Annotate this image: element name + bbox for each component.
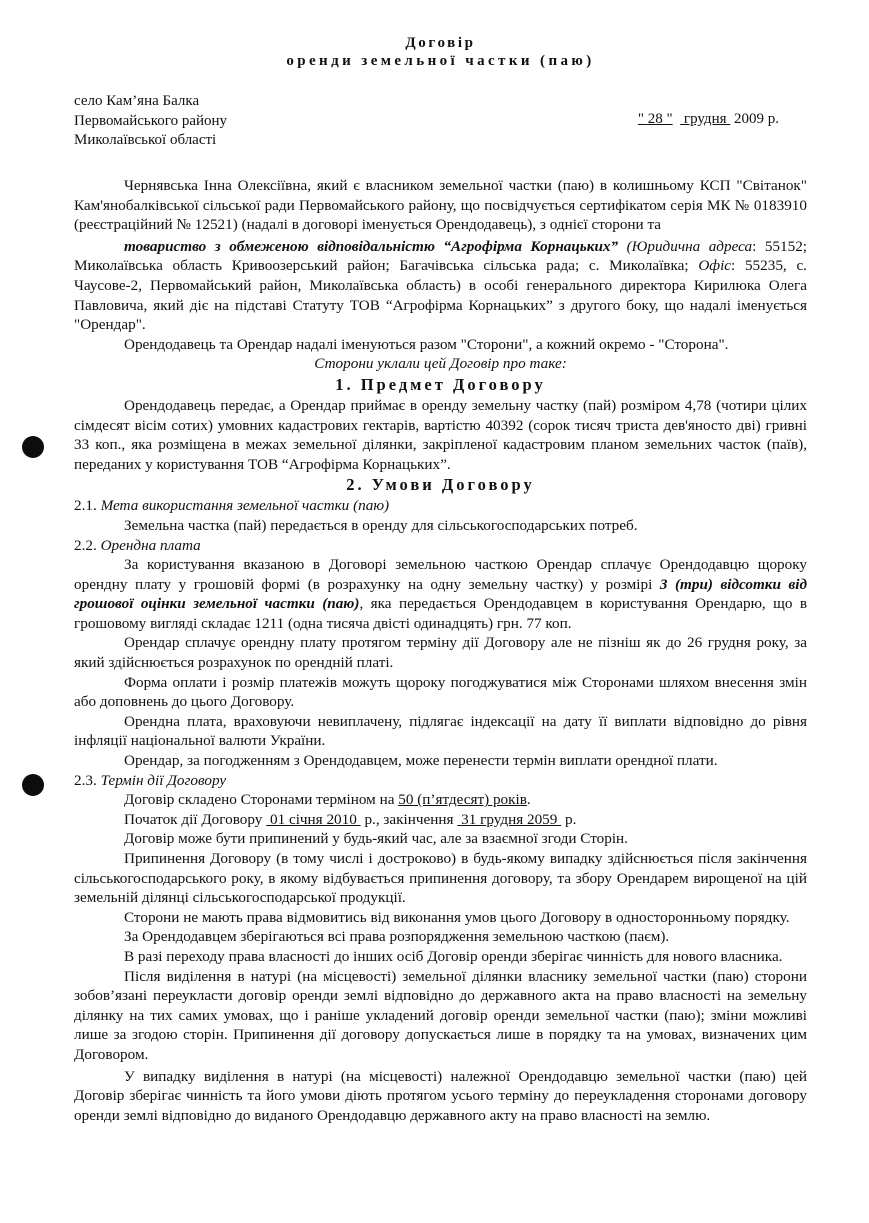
rent-indexation-text: Орендна плата, враховуючи невиплачену, підлягає індексації на дату її виплати відповідно до рівня інфляції національної валюти України.	[74, 712, 807, 750]
place-district: Первомайського району	[74, 112, 228, 129]
place-village: село Кам’яна Балка	[74, 93, 200, 109]
punch-hole-top	[22, 436, 44, 458]
rent-form-text: Форма оплати і розмір платежів можуть щороку погоджуватися між Сторонами шляхом внесення змін або доповнень до цього Договору.	[74, 673, 807, 711]
contract-page	[74, 34, 807, 1125]
term-rights-text: За Орендодавцем зберігаються всі права розпорядження земельною часткою (паєм).	[124, 928, 670, 946]
section-1-text: Орендодавець передає, а Орендар приймає в оренду земельну частку (пай) розміром 4,78 (чотири цілих сімдесят вісім сотих) умовних кадастрових гектарів, вартістю 40392 (сорок тисяч триста дев'яносто дві) гривні 33 коп., яка розміщена в межах земельної ділянки, закріпленої кадастровим планом земельних часток (паїв), переданих у користування ТОВ “Агрофірма Корнацьких”.	[74, 396, 807, 473]
subsection-2-1: 2.1. Мета використання земельної частки (паю)	[74, 497, 390, 515]
intro-lessor: Чернявська Інна Олексіївна, який є власником земельної частки (паю) в колишньому КСП "Світанок" Кам'янобалківської сільської ради Первомайського району, що посвідчується сертифікатом серія МК № 0183910 (реєстраційний № 12521) (надалі в договорі іменується Орендодавець), з однієї сторони та	[74, 177, 807, 234]
term-length-text: Договір складено Сторонами терміном на 50 (п’ятдесят) років.	[124, 791, 531, 809]
place-region: Миколаївської області	[74, 132, 217, 148]
intro-lessee: товариство з обмеженою відповідальністю “Агрофірма Корнацьких” (Юридична адреса: 55152; Миколаївська область Кривоозерський район; Багачівська сільська рада; с. Миколаївка; Офіс: 55235, с. Чаусове-2, Первомайський район, Миколаївська область) в особі генерального директора Кирилюка Олега Павловича, який діє на підставі Статуту ТОВ “Агрофірма Корнацьких” з другого боку, що надалі іменується "Орендар".	[74, 237, 808, 334]
term-unilateral-text: Сторони не мають права відмовитись від виконання умов цього Договору в односторонньому порядку.	[124, 908, 790, 926]
term-ownership-text: В разі переходу права власності до інших осіб Договір оренди зберігає чинність для нового власника.	[124, 947, 783, 965]
intro-agreed: Сторони уклали цей Договір про таке:	[314, 355, 567, 373]
term-early-text: Припинення Договору (в тому числі і достроково) в будь-якому випадку здійснюється після закінчення сільськогосподарського року, в якому відбувається припинення договору, та збору Орендарем вирощеної на цій земельній ділянці сільськогосподарської продукції.	[74, 850, 807, 907]
doc-subtitle: оренди земельної частки (паю)	[286, 53, 595, 69]
intro-parties: Орендодавець та Орендар надалі іменуються разом "Сторони", а кожний окремо - "Сторона".	[124, 335, 729, 353]
term-allocation-text: Після виділення в натурі (на місцевості) земельної ділянки власнику земельної частки (паю) сторони зобов’язані переукласти договір оренди землі відповідно до державного акта на право власності на земельну ділянку на тих самих умовах, що і раніше укладений договір оренди земельної частки (паю); зміни можливі лише за згодою сторін. Припинення дії договору допускається лише в порядку та на умовах, визначених цим Договором.	[74, 967, 807, 1063]
subsection-2-3: 2.3. Термін дії Договору	[74, 771, 227, 789]
contract-header	[74, 92, 807, 150]
doc-title: Договір	[405, 35, 476, 51]
subsection-2-2: 2.2. Орендна плата	[74, 536, 201, 554]
rent-deadline-text: Орендар сплачує орендну плату протягом терміну дії Договору але не пізніш як до 26 грудня року, за який здійснюється розрахунок по орендній платі.	[74, 634, 807, 672]
term-dates-text: Початок дії Договору 01 січня 2010 р., закінчення 31 грудня 2059 р.	[124, 810, 577, 828]
punch-hole-bottom	[22, 774, 44, 796]
date-day: 28	[647, 111, 663, 127]
contract-date: " 28 " грудня 2009 р.	[637, 111, 779, 127]
section-1-title: 1. Предмет Договору	[335, 374, 546, 394]
term-termination-text: Договір може бути припинений у будь-який час, але за взаємної згоди Сторін.	[124, 830, 628, 848]
subsection-2-1-text: Земельна частка (пай) передається в оренду для сільськогосподарських потреб.	[124, 516, 638, 534]
rent-amount-text: За користування вказаною в Договорі земельною часткою Орендар сплачує Орендодавцю щороку орендну плату у грошовій формі (в розрахунку на одну земельну частку) у розмірі 3 (три) відсотки від грошової оцінки земельної частки (паю), яка передається Орендодавцем в користування Орендарю, що в грошовому вигляді складає 1211 (одна тисяча двісті одинадцять) грн. 77 коп.	[74, 556, 808, 632]
date-year: 2009 р.	[734, 111, 779, 127]
section-2-title: 2. Умови Договору	[346, 475, 535, 495]
term-validity-text: У випадку виділення в натурі (на місцевості) належної Орендодавцю земельної частки (паю) цей Договір зберігає чинність та його умови діють протягом усього терміну до переукладення сторонами договору оренди землі відповідно до виданого Орендодавцю державного акту на право власності на землю.	[74, 1067, 807, 1124]
date-month: грудня	[683, 111, 727, 127]
rent-transfer-text: Орендар, за погодженням з Орендодавцем, може перенести термін виплати орендної плати.	[124, 752, 718, 770]
